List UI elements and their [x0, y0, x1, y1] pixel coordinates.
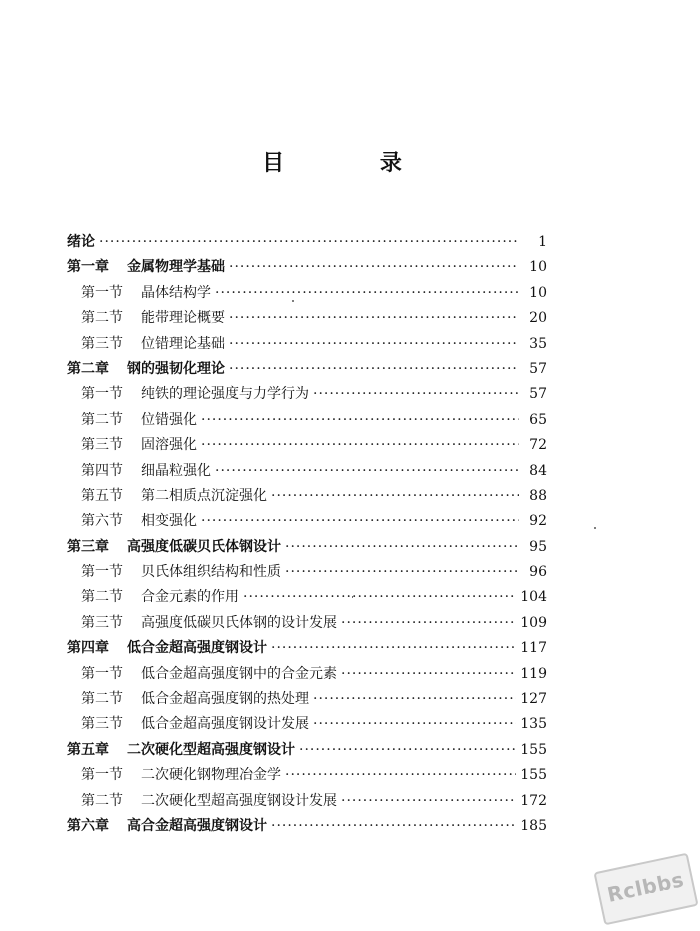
- toc-page-number: 10: [529, 284, 547, 301]
- toc-leader-dots: [201, 408, 519, 433]
- table-of-contents: [67, 230, 547, 839]
- toc-leader-dots: [341, 789, 516, 814]
- toc-page-number: 20: [529, 310, 547, 327]
- toc-entry-number: 第五章: [67, 741, 109, 758]
- toc-leader-dots: [243, 585, 516, 610]
- toc-section-row: [67, 484, 547, 509]
- toc-chapter-row: [67, 814, 547, 839]
- toc-entry-number: 第一节: [81, 665, 123, 682]
- toc-entry-title: 高强度低碳贝氏体钢的设计发展: [141, 614, 337, 631]
- toc-entry-number: 第三节: [81, 614, 123, 631]
- toc-page-number: 127: [520, 691, 547, 708]
- toc-entry-number: 第二节: [81, 310, 123, 327]
- scan-speck: [594, 527, 596, 529]
- toc-entry-number: 第四节: [81, 462, 123, 479]
- toc-leader-dots: [99, 230, 519, 255]
- toc-chapter-row: [67, 255, 547, 280]
- toc-leader-dots: [313, 712, 516, 737]
- toc-page-number: 104: [520, 589, 547, 606]
- toc-entry-title: 位错理论基础: [141, 335, 225, 352]
- toc-leader-dots: [271, 484, 519, 509]
- toc-chapter-row: [67, 636, 547, 661]
- toc-page-number: 96: [529, 564, 547, 581]
- toc-leader-dots: [313, 687, 516, 712]
- toc-entry-title: 二次硬化型超高强度钢设计: [127, 741, 295, 758]
- toc-entry-number: 第六节: [81, 513, 123, 530]
- toc-leader-dots: [229, 332, 519, 357]
- toc-entry-number: 第二节: [81, 411, 123, 428]
- toc-entry-title: 晶体结构学: [141, 284, 211, 301]
- toc-entry-title: 能带理论概要: [141, 310, 225, 327]
- toc-chapter-row: [67, 357, 547, 382]
- toc-entry-number: 第四章: [67, 640, 109, 657]
- toc-leader-dots: [229, 357, 519, 382]
- toc-page-number: 135: [520, 716, 547, 733]
- toc-entry-number: 第三节: [81, 716, 123, 733]
- toc-section-row: [67, 382, 547, 407]
- toc-section-row: [67, 408, 547, 433]
- toc-entry-number: 第六章: [67, 817, 109, 834]
- toc-page-number: 95: [529, 538, 547, 555]
- toc-entry-number: 第一节: [81, 767, 123, 784]
- toc-section-row: [67, 585, 547, 610]
- toc-page-number: 72: [529, 437, 547, 454]
- toc-leader-dots: [285, 560, 519, 585]
- toc-entry-title: 纯铁的理论强度与力学行为: [141, 386, 309, 403]
- toc-page-number: 10: [529, 259, 547, 276]
- toc-section-row: [67, 687, 547, 712]
- toc-leader-dots: [271, 636, 516, 661]
- toc-section-row: [67, 281, 547, 306]
- toc-entry-number: 第一节: [81, 564, 123, 581]
- toc-entry-title: 合金元素的作用: [141, 589, 239, 606]
- toc-section-row: [67, 509, 547, 534]
- toc-section-row: [67, 712, 547, 737]
- toc-entry-title: 绪论: [67, 234, 95, 250]
- toc-leader-dots: [313, 382, 519, 407]
- watermark-logo: Rclbbs: [593, 853, 698, 926]
- toc-page-number: 65: [529, 411, 547, 428]
- toc-page-number: 88: [529, 487, 547, 504]
- toc-section-row: [67, 611, 547, 636]
- toc-leader-dots: [229, 306, 519, 331]
- toc-leader-dots: [229, 255, 519, 280]
- toc-entry-title: 细晶粒强化: [141, 462, 211, 479]
- toc-leader-dots: [341, 662, 516, 687]
- toc-entry-number: 第二章: [67, 360, 109, 377]
- toc-page-number: 57: [529, 360, 547, 377]
- toc-entry-number: 第三节: [81, 437, 123, 454]
- toc-entry-title: 贝氏体组织结构和性质: [141, 564, 281, 581]
- scan-speck: [292, 300, 294, 302]
- toc-entry-number: 第二节: [81, 792, 123, 809]
- toc-leader-dots: [299, 738, 516, 763]
- toc-entry-title: 金属物理学基础: [127, 259, 225, 276]
- toc-leader-dots: [215, 459, 519, 484]
- toc-section-row: [67, 433, 547, 458]
- toc-section-row: [67, 662, 547, 687]
- toc-entry-title: 低合金超高强度钢的热处理: [141, 691, 309, 708]
- toc-leader-dots: [201, 509, 519, 534]
- toc-entry-title: 位错强化: [141, 411, 197, 428]
- toc-section-row: [67, 560, 547, 585]
- toc-entry-number: 第二节: [81, 589, 123, 606]
- toc-entry-title: 低合金超高强度钢中的合金元素: [141, 665, 337, 682]
- toc-page-number: 84: [529, 462, 547, 479]
- toc-entry-title: 二次硬化钢物理冶金学: [141, 767, 281, 784]
- toc-entry-title: 钢的强韧化理论: [127, 360, 225, 377]
- toc-entry-title: 第二相质点沉淀强化: [141, 487, 267, 504]
- toc-page-number: 35: [529, 335, 547, 352]
- toc-page-number: 155: [520, 767, 547, 784]
- toc-entry-number: 第一章: [67, 259, 109, 276]
- toc-leader-dots: [215, 281, 519, 306]
- toc-page-number: 117: [520, 640, 547, 657]
- toc-page-number: 92: [529, 513, 547, 530]
- toc-page-number: 185: [520, 817, 547, 834]
- toc-section-row: [67, 459, 547, 484]
- toc-page-number: 172: [520, 792, 547, 809]
- toc-entry-number: 第三节: [81, 335, 123, 352]
- toc-chapter-row: [67, 535, 547, 560]
- toc-entry-number: 第三章: [67, 538, 109, 555]
- toc-entry-title: 二次硬化型超高强度钢设计发展: [141, 792, 337, 809]
- toc-entry-title: 低合金超高强度钢设计: [127, 640, 267, 657]
- toc-section-row: [67, 763, 547, 788]
- toc-page-number: 155: [520, 741, 547, 758]
- toc-page-number: 57: [529, 386, 547, 403]
- toc-entry-number: 第二节: [81, 691, 123, 708]
- toc-page-number: 119: [520, 665, 547, 682]
- toc-leader-dots: [341, 611, 516, 636]
- scan-speck: [352, 596, 353, 598]
- toc-leader-dots: [201, 433, 519, 458]
- toc-section-row: [67, 332, 547, 357]
- toc-leader-dots: [271, 814, 516, 839]
- toc-leader-dots: [285, 535, 519, 560]
- toc-section-row: [67, 789, 547, 814]
- toc-entry-number: 第一节: [81, 386, 123, 403]
- toc-entry-title: 固溶强化: [141, 437, 197, 454]
- toc-entry-title: 高合金超高强度钢设计: [127, 817, 267, 834]
- toc-page-number: 109: [520, 614, 547, 631]
- toc-entry-number: 第一节: [81, 284, 123, 301]
- toc-section-row: [67, 306, 547, 331]
- toc-chapter-row: [67, 738, 547, 763]
- toc-page-number: 1: [538, 234, 547, 250]
- toc-entry-title: 低合金超高强度钢设计发展: [141, 716, 309, 733]
- toc-entry-title: 相变强化: [141, 513, 197, 530]
- toc-chapter-row: [67, 230, 547, 255]
- toc-entry-title: 高强度低碳贝氏体钢设计: [127, 538, 281, 555]
- toc-entry-number: 第五节: [81, 487, 123, 504]
- page-title: 目 录: [262, 151, 446, 176]
- toc-leader-dots: [285, 763, 516, 788]
